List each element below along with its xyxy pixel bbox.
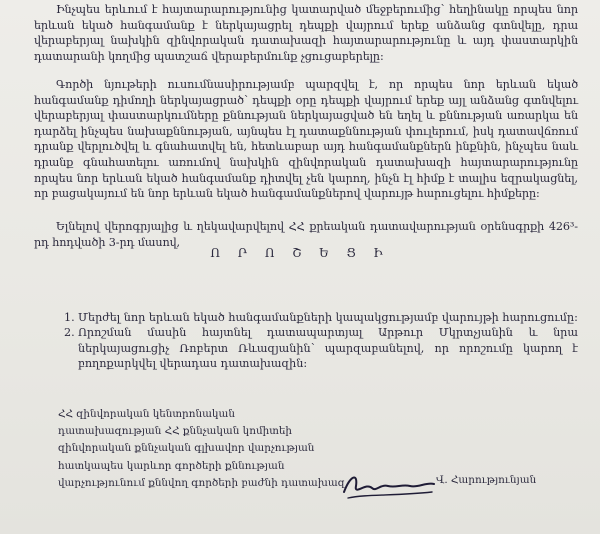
- paragraph-1-text: Ինչպես երևում է հայտարարությունից կատարված մեջբերումից՝ հեղինակը որպես նոր երևան եկած հանգամանք է ներկայացրել դեպքի վայրում երեք անձանց գտնվելը, դրա վերաբերյալ նախկին զինվորական դատախազի հայտարարությունը և այդ փաստարկին դատարանի կողմից պատշաճ վերաբերմունք չցուցաբերելը:: [34, 3, 578, 63]
- decision-item-2: [64, 325, 578, 372]
- paragraph-3-text: Ելնելով վերոգրյալից և ղեկավարվելով ՀՀ քրեական դատավարության օրենսգրքի 426³-րդ հոդվածի 3-րդ մասով,: [34, 220, 578, 249]
- paragraph-2: [34, 77, 578, 202]
- signatory-line: վարչությունում քննվող գործերի բաժնի դատախազ: [58, 476, 345, 489]
- item-number: 2.: [64, 326, 75, 339]
- signatory-line: ՀՀ զինվորական կենտրոնական: [58, 408, 235, 420]
- signatory-line: հատկապես կարևոր գործերի քննության: [58, 459, 285, 472]
- signatory-title-block: [58, 406, 345, 492]
- signatory-line: դատախազության ՀՀ քննչական կոմիտեի: [58, 425, 293, 438]
- paragraph-1: [34, 2, 578, 64]
- decision-item-1: [64, 310, 578, 326]
- signatory-line: զինվորական քննչական գլխավոր վարչության: [58, 442, 315, 455]
- signatory-name: Վ. Հարությունյան: [436, 474, 537, 486]
- decision-heading: Ո Ր Ո Շ Ե Ց Ի: [210, 246, 390, 260]
- item-text: Որոշման մասին հայտնել դատապարտյալ Արթուր Մկրտչյանին և նրա ներկայացուցիչ Ռոբերտ Ռևազյանին՝ պարզաբանելով, որ որոշումը կարող է բողոքարկվել վերադաս դատախազին:: [78, 326, 578, 371]
- item-number: 1.: [64, 311, 75, 324]
- item-text: Մերժել նոր երևան եկած հանգամանքների կապակցությամբ վարույթի հարուցումը:: [78, 311, 578, 324]
- paragraph-2-text: Գործի նյութերի ուսումնասիրությամբ պարզվել է, որ որպես նոր երևան եկած հանգամանք դիմողի ներկայացրած՝ դեպքի օրը դեպքի վայրում երեք այլ անձանց գտնվելու վերաբերյալ փաստարկումները քննության ներկայացված են եղել և քննության առարկա են դարձել ինչպես նախաքննության, այնպես էլ դատաքննության փուլերում, իսկ դատավճռում դրանք վերլուծվել և գնահատվել են, հետևաբար այդ հանգամանքներն ինքնին, ինչպես նաև դրանք գնահատելու առումով նախկին զինվորական դատախազի հայտարարությունը որպես նոր երևան եկած հանգամանք դիտվել չեն կարող, ինչն էլ հիմք է տալիս եզրակացնել, որ բացակայում են նոր երևան եկած հանգամանքներով վարույթ հարուցելու հիմքերը:: [34, 78, 578, 201]
